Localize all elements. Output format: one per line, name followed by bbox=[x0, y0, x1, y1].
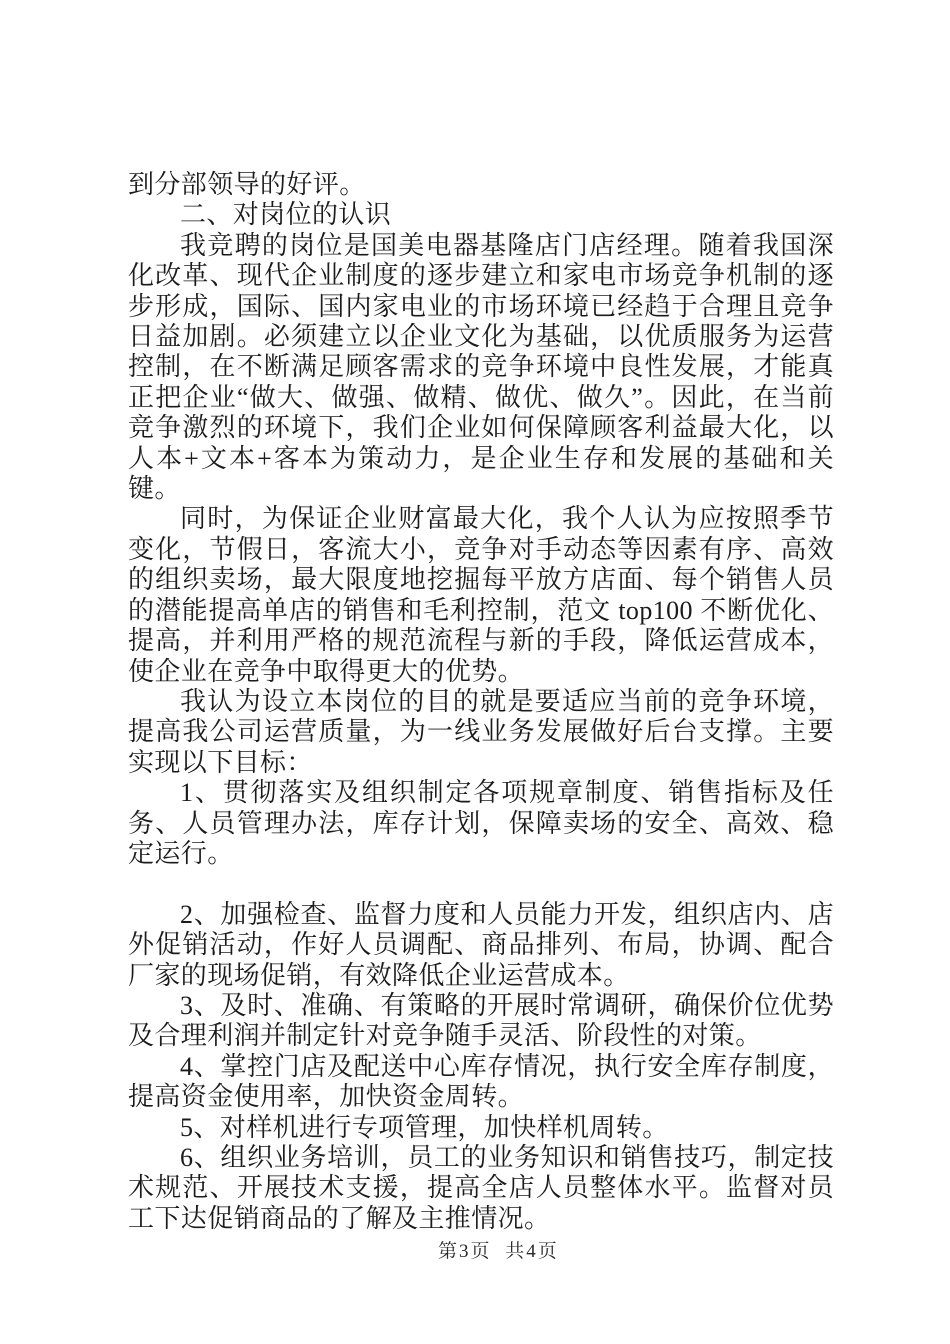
document-paragraph: 我认为设立本岗位的目的就是要适应当前的竞争环境，提高我公司运营质量，为一线业务发展做好后台支撑。主要实现以下目标： bbox=[128, 686, 834, 777]
document-paragraph: 5、对样机进行专项管理，加快样机周转。 bbox=[180, 1112, 669, 1142]
document-paragraph: 我竞聘的岗位是国美电器基隆店门店经理。随着我国深化改革、现代企业制度的逐步建立和家电市场竞争机制的逐步形成，国际、国内家电业的市场环境已经趋于合理且竞争日益加剧。必须建立以企业文化为基础，以优质服务为运营控制，在不断满足顾客需求的竞争环境中良性发展，才能真正把企业“做大、做强、做精、做优、做久”。因此，在当前竞争激烈的环境下，我们企业如何保障顾客利益最大化，以人本+文本+客本为策动力，是企业生存和发展的基础和关键。 bbox=[128, 230, 834, 504]
page-number-indicator: 第3页 共4页 bbox=[438, 1241, 559, 1262]
document-paragraph: 1、贯彻落实及组织制定各项规章制度、销售指标及任务、人员管理办法，库存计划，保障卖场的安全、高效、稳定运行。 bbox=[128, 778, 834, 868]
document-paragraph: 3、及时、准确、有策略的开展时常调研，确保价位优势及合理利润并制定针对竞争随手灵活、阶段性的对策。 bbox=[128, 990, 834, 1051]
document-paragraph: 6、组织业务培训，员工的业务知识和销售技巧，制定技术规范、开展技术支援，提高全店人员整体水平。监督对员工下达促销商品的了解及主推情况。 bbox=[128, 1142, 834, 1233]
document-paragraph: 4、掌控门店及配送中心库存情况，执行安全库存制度，提高资金使用率，加快资金周转。 bbox=[128, 1051, 834, 1112]
document-paragraph: 二、对岗位的认识 bbox=[180, 200, 392, 230]
document-body bbox=[128, 170, 834, 1234]
blank-line bbox=[128, 869, 834, 899]
document-paragraph: 2、加强检查、监督力度和人员能力开发，组织店内、店外促销活动，作好人员调配、商品排列、布局，协调、配合厂家的现场促销，有效降低企业运营成本。 bbox=[128, 899, 834, 990]
document-paragraph: 到分部领导的好评。 bbox=[128, 170, 366, 199]
document-paragraph: 同时，为保证企业财富最大化，我个人认为应按照季节变化，节假日，客流大小，竞争对手动态等因素有序、高效的组织卖场，最大限度地挖掘每平放方店面、每个销售人员的潜能提高单店的销售和毛利控制，范文 top100 不断优化、提高，并利用严格的规范流程与新的手段，降低运营成本，使企业在竞争中取得更大的优势。 bbox=[128, 504, 834, 686]
page-footer bbox=[438, 1241, 559, 1263]
